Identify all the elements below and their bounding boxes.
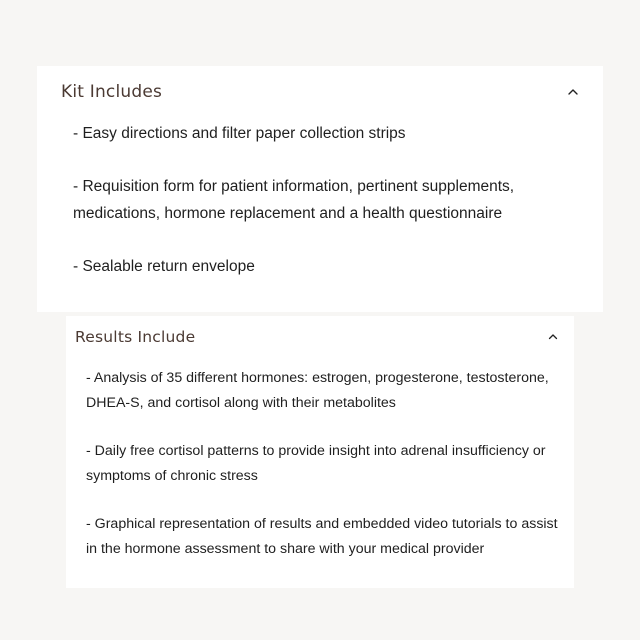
kit-includes-accordion — [37, 66, 603, 312]
list-item: - Easy directions and filter paper collection strips — [73, 125, 406, 142]
chevron-up-icon[interactable] — [566, 85, 580, 99]
results-include-list — [75, 366, 560, 561]
chevron-up-icon[interactable] — [546, 330, 560, 344]
results-include-title: Results Include — [75, 328, 196, 346]
list-item: - Sealable return envelope — [73, 258, 255, 275]
results-include-header[interactable] — [75, 326, 560, 348]
list-item: - Requisition form for patient information, pertinent supplements, medications, hormone replacement and a health questionnaire — [73, 178, 515, 222]
list-item: - Analysis of 35 different hormones: estrogen, progesterone, testosterone, DHEA-S, and cortisol along with their metabolites — [86, 370, 549, 411]
kit-includes-list — [61, 120, 580, 280]
kit-includes-title: Kit Includes — [61, 82, 163, 102]
kit-includes-header[interactable] — [61, 79, 580, 105]
list-item: - Daily free cortisol patterns to provide insight into adrenal insufficiency or symptoms of chronic stress — [86, 443, 546, 484]
list-item: - Graphical representation of results and embedded video tutorials to assist in the hormone assessment to share with your medical provider — [86, 516, 558, 557]
results-include-accordion — [66, 316, 574, 588]
